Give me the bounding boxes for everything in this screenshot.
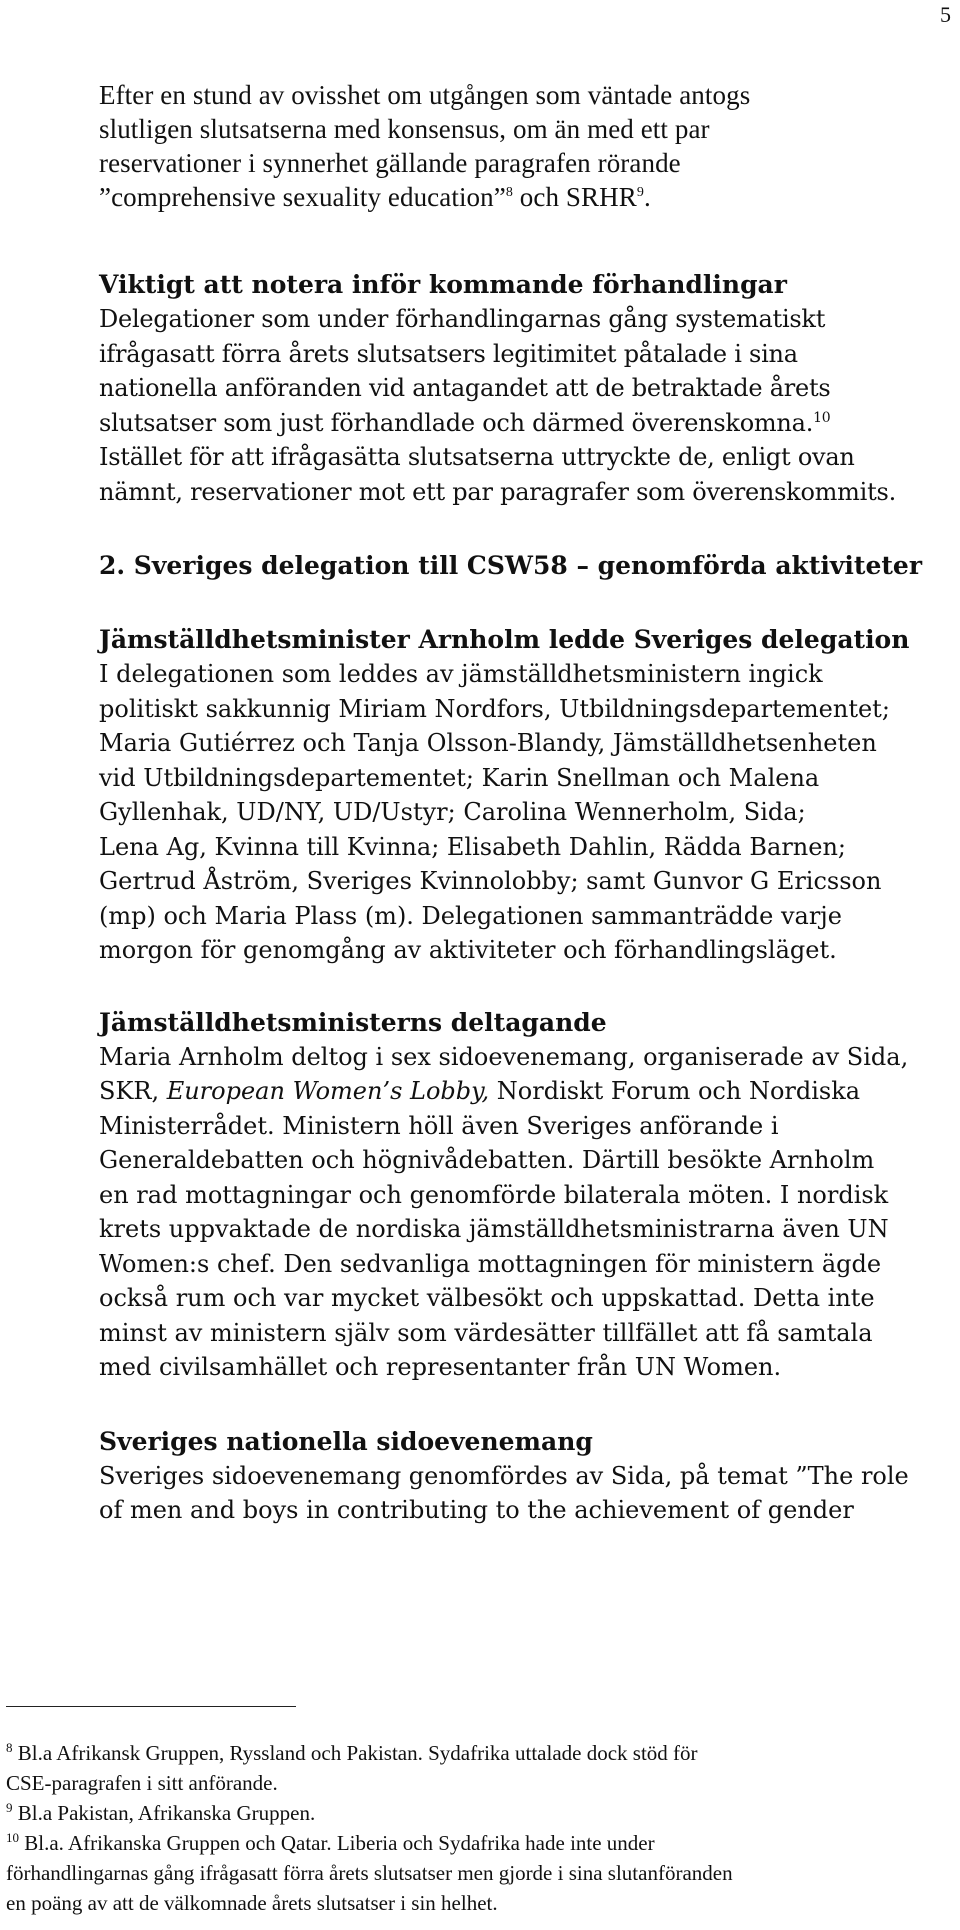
footnote-line: [6, 1738, 951, 1768]
text-line: Generaldebatten och högnivådebatten. Därtill besökte Arnholm: [99, 1146, 875, 1174]
footnote-line: [6, 1798, 951, 1828]
text-line: Istället för att ifrågasätta slutsatserna uttryckte de, enligt ovan: [99, 443, 855, 471]
footnote-8: [6, 1738, 951, 1798]
text-line: morgon för genomgång av aktiviteter och förhandlingsläget.: [99, 936, 837, 964]
text-line: med civilsamhället och representanter från UN Women.: [99, 1353, 782, 1381]
footnote-line: förhandlingarnas gång ifrågasatt förra årets slutsatser men gjorde i sina slutanföranden: [6, 1861, 733, 1885]
text-line: Maria Gutiérrez och Tanja Olsson-Blandy, Jämställdhetsenheten: [99, 729, 877, 757]
page-number: 5: [940, 2, 951, 27]
footnote-line: [6, 1828, 951, 1858]
sidoevenemang-paragraph: [99, 1459, 944, 1528]
text-line: vid Utbildningsdepartementet; Karin Snellman och Malena: [99, 763, 820, 792]
heading-viktigt: Viktigt att notera inför kommande förhandlingar: [99, 270, 787, 299]
text-line: reservationer i synnerhet gällande paragrafen rörande: [99, 148, 681, 178]
heading-delegation: Jämställdhetsminister Arnholm ledde Sveriges delegation: [99, 625, 910, 654]
text-line: [99, 180, 944, 214]
footnote-ref-10: 10: [813, 409, 831, 426]
viktigt-paragraph: [99, 302, 944, 509]
text-fragment: och SRHR: [512, 182, 637, 212]
text-line: nämnt, reservationer mot ett par paragrafer som överenskommits.: [99, 477, 896, 506]
text-line: ifrågasatt förra årets slutsatsers legitimitet påtalade i sina: [99, 339, 798, 368]
text-line: (mp) och Maria Plass (m). Delegationen sammanträdde varje: [99, 901, 842, 930]
text-line: slutligen slutsatserna med konsensus, om än med ett par: [99, 114, 710, 144]
text-line: Delegationer som under förhandlingarnas gång systematiskt: [99, 305, 826, 333]
text-fragment: ”comprehensive sexuality education”: [99, 182, 506, 212]
text-line: Ministerrådet. Ministern höll även Sveriges anförande i: [99, 1111, 779, 1140]
footnotes: [6, 1738, 951, 1918]
heading-deltagande: Jämställdhetsministerns deltagande: [99, 1007, 607, 1037]
footnote-10: [6, 1828, 951, 1918]
text-line: Lena Ag, Kvinna till Kvinna; Elisabeth Dahlin, Rädda Barnen;: [99, 832, 846, 861]
footnote-ref-9: 9: [636, 185, 644, 200]
text-line: en rad mottagningar och genomförde bilaterala möten. I nordisk: [99, 1180, 889, 1209]
text-fragment: slutsatser som just förhandlade och därmed överenskomna.: [99, 408, 814, 437]
text-line: Women:s chef. Den sedvanliga mottagningen för ministern ägde: [99, 1249, 882, 1278]
footnote-number: 10: [6, 1830, 19, 1845]
text-line: också rum och var mycket välbesökt och uppskattad. Detta inte: [99, 1284, 875, 1312]
footnote-line: CSE-paragrafen i sitt anförande.: [6, 1771, 278, 1795]
text-fragment: .: [643, 182, 651, 212]
footnote-9: [6, 1798, 951, 1828]
delegation-paragraph: [99, 657, 944, 968]
footnote-line: en poäng av att de välkomnade årets slutsatser i sin helhet.: [6, 1891, 498, 1915]
text-fragment: Nordiskt Forum och Nordiska: [489, 1077, 861, 1105]
intro-paragraph: [99, 78, 944, 214]
footnote-number: 9: [6, 1800, 13, 1815]
footnote-number: 8: [6, 1740, 13, 1755]
deltagande-paragraph: [99, 1040, 944, 1385]
text-line: of men and boys in contributing to the achievement of gender: [99, 1496, 854, 1524]
text-fragment: SKR,: [99, 1077, 167, 1105]
text-line: [99, 406, 944, 441]
text-line: krets uppvaktade de nordiska jämställdhetsministrarna även UN: [99, 1215, 889, 1243]
footnote-text: Bl.a Afrikansk Gruppen, Ryssland och Pakistan. Sydafrika uttalade dock stöd för: [17, 1741, 698, 1765]
text-line: Efter en stund av ovisshet om utgången som väntade antogs: [99, 80, 751, 110]
text-line: Gyllenhak, UD/NY, UD/Ustyr; Carolina Wennerholm, Sida;: [99, 798, 806, 826]
text-line: nationella anföranden vid antagandet att de betraktade årets: [99, 374, 831, 402]
text-line: politiskt sakkunnig Miriam Nordfors, Utbildningsdepartementet;: [99, 694, 890, 723]
emphasized-name: European Women’s Lobby,: [166, 1077, 490, 1105]
text-line: minst av ministern själv som värdesätter tillfället att få samtala: [99, 1318, 873, 1347]
text-line: Maria Arnholm deltog i sex sidoevenemang, organiserade av Sida,: [99, 1042, 909, 1071]
document-body: [99, 78, 944, 1528]
footnote-text: Bl.a Pakistan, Afrikanska Gruppen.: [17, 1801, 316, 1825]
footnote-separator: [6, 1706, 296, 1707]
text-line: Gertrud Åström, Sveriges Kvinnolobby; samt Gunvor G Ericsson: [99, 867, 882, 895]
footnote-text: Bl.a. Afrikanska Gruppen och Qatar. Liberia och Sydafrika hade inte under: [24, 1831, 655, 1855]
text-line: I delegationen som leddes av jämställdhetsministern ingick: [99, 660, 823, 688]
footnote-ref-8: 8: [505, 185, 513, 200]
section-2-title: 2. Sveriges delegation till CSW58 – genomförda aktiviteter: [99, 551, 922, 580]
heading-sidoevenemang: Sveriges nationella sidoevenemang: [99, 1426, 593, 1456]
text-line: [99, 1074, 944, 1109]
text-line: Sveriges sidoevenemang genomfördes av Sida, på temat ”The role: [99, 1461, 909, 1490]
